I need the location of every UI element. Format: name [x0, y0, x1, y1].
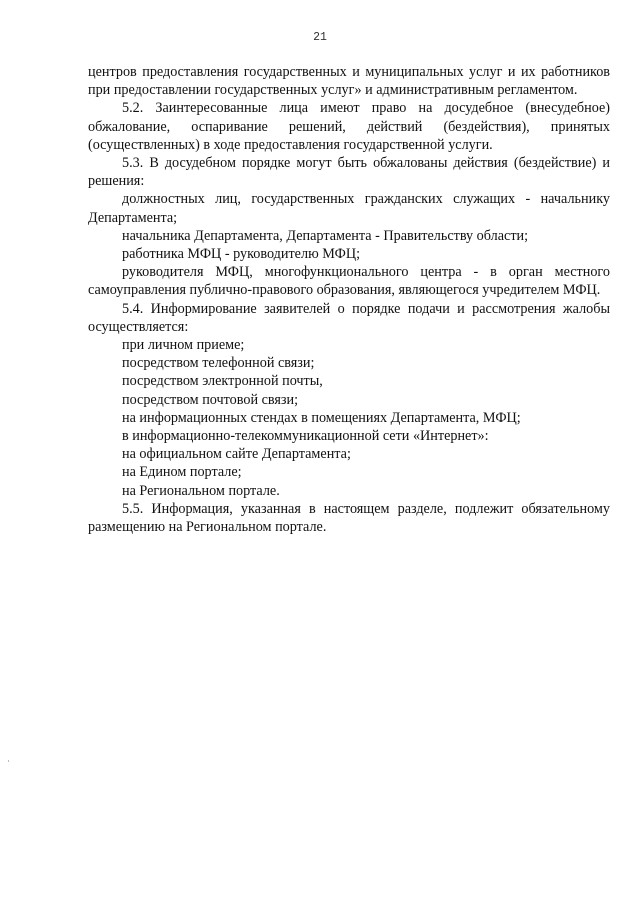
appeal-item-mfc-employee: работника МФЦ - руководителю МФЦ;	[122, 246, 361, 263]
paragraph-continuation: центров предоставления государственных и муниципальных услуг и их работников при предоставлении государственных услуг» и административным регламентом.	[88, 64, 610, 99]
paragraph-5-2: 5.2. Заинтересованные лица имеют право на досудебное (внесудебное) обжалование, оспаривание решений, действий (бездействия), принятых (осуществленных) в ходе предоставления государственной услуги.	[88, 100, 610, 153]
info-item-internet: в информационно-телекоммуникационной сети «Интернет»:	[122, 428, 489, 445]
info-item-regional-portal: на Региональном портале.	[122, 482, 280, 499]
info-item-post: посредством почтовой связи;	[122, 391, 299, 408]
document-body	[88, 63, 610, 536]
appeal-item-mfc-head: руководителя МФЦ, многофункционального центра - в орган местного самоуправления публично-правового образования, являющегося учредителем МФЦ.	[88, 264, 610, 299]
info-item-in-person: при личном приеме;	[122, 337, 245, 354]
info-item-official-site: на официальном сайте Департамента;	[122, 446, 351, 463]
page-number: 21	[313, 31, 327, 44]
info-item-phone: посредством телефонной связи;	[122, 355, 315, 372]
scan-mark	[8, 760, 9, 762]
info-item-email: посредством электронной почты,	[122, 373, 323, 390]
paragraph-5-3: 5.3. В досудебном порядке могут быть обжалованы действия (бездействие) и решения:	[88, 155, 610, 190]
info-item-unified-portal: на Едином портале;	[122, 464, 242, 481]
appeal-item-department-head: начальника Департамента, Департамента - Правительству области;	[122, 227, 529, 244]
appeal-item-officials: должностных лиц, государственных гражданских служащих - начальнику Департамента;	[88, 191, 610, 226]
paragraph-5-4: 5.4. Информирование заявителей о порядке подачи и рассмотрения жалобы осуществляется:	[88, 300, 610, 335]
info-item-stands: на информационных стендах в помещениях Департамента, МФЦ;	[122, 409, 521, 426]
paragraph-5-5: 5.5. Информация, указанная в настоящем разделе, подлежит обязательному размещению на Региональном портале.	[88, 500, 610, 536]
